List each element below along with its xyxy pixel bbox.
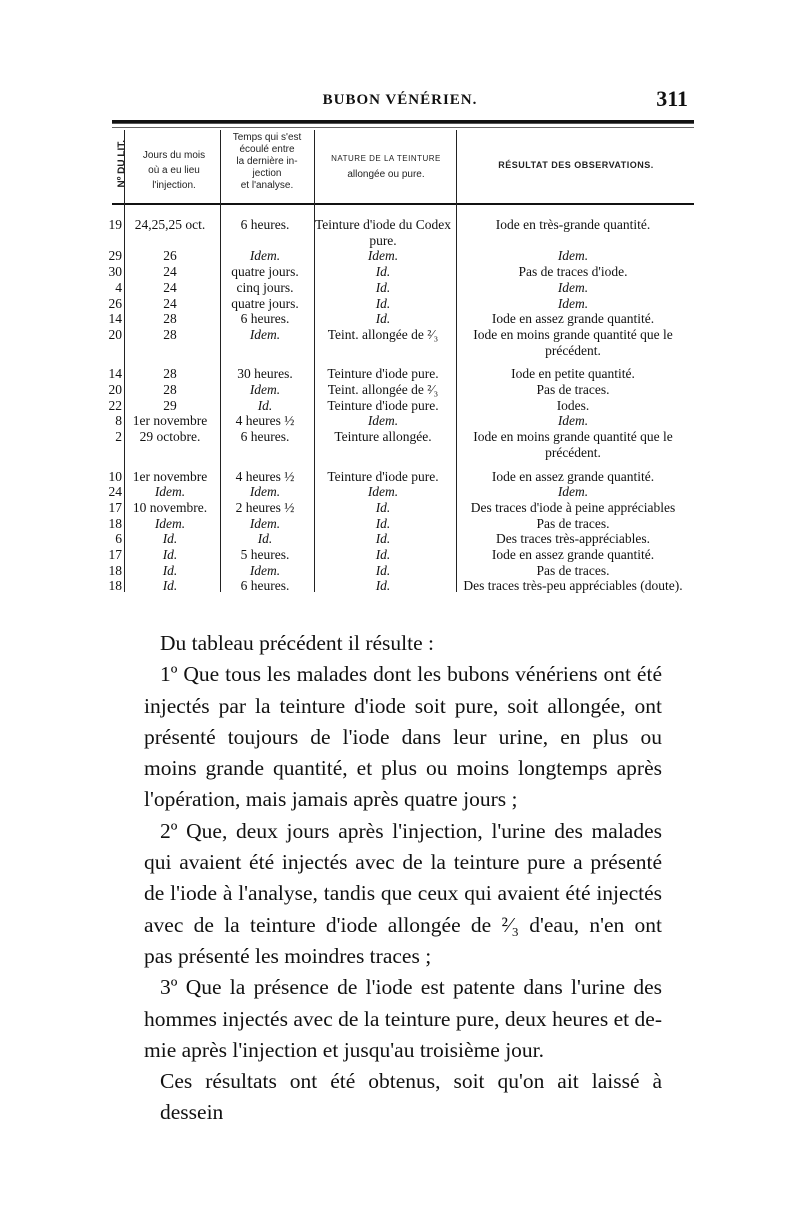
text-line: injectés par la teinture d'iode soit pure, soit allongée, ont: [144, 693, 662, 718]
text-line: Ces résultats ont été obtenus, soit qu'on ait laissé à dessein: [160, 1069, 662, 1125]
tincture-cell: Id.: [375, 578, 391, 594]
bed-number-cell: 18: [108, 562, 122, 578]
elapsed-time-cell: 6 heures.: [240, 429, 290, 445]
bed-number-cell: 19: [108, 217, 122, 232]
injection-day-cell: 28: [163, 366, 177, 382]
tincture-cell: Teinture d'iode pure.: [327, 397, 439, 413]
injection-day-cell: 24,25,25 oct.: [134, 217, 206, 232]
bed-number-cell: 10: [108, 468, 122, 484]
header-line: où a eu lieu: [148, 165, 200, 176]
result-cell: Iode en assez grande quantité.: [491, 547, 655, 563]
text-line: qui avaient été injectés avec de la teinture pure a présenté: [144, 850, 662, 875]
tincture-cell: Teinture allongée.: [334, 429, 432, 445]
header-line: écoulé entre: [239, 144, 295, 155]
result-cell: Idem.: [557, 413, 589, 429]
table-row: [108, 366, 698, 382]
running-title: BUBON VÉNÉRIEN.: [322, 92, 478, 108]
injection-day-cell: Id.: [162, 531, 178, 547]
elapsed-time-cell: Idem.: [249, 326, 281, 342]
table-row: [108, 578, 698, 594]
table-row: [108, 429, 698, 460]
elapsed-time-cell: 2 heures ½: [235, 499, 295, 515]
tincture-cell: Id.: [375, 279, 391, 295]
result-cell: Idem.: [557, 279, 589, 295]
elapsed-time-cell: Idem.: [249, 382, 281, 398]
elapsed-time-cell: quatre jours.: [231, 295, 299, 311]
elapsed-time-cell: quatre jours.: [231, 264, 299, 280]
table-row: [108, 516, 698, 532]
result-cell: Pas de traces.: [536, 382, 610, 398]
text-line: présenté toujours de l'iode dans leur urine, en plus ou: [144, 724, 662, 749]
tincture-cell: Teint. allongée de ²⁄₃: [327, 326, 439, 342]
table-row: [108, 327, 698, 358]
tincture-cell: Id.: [375, 562, 391, 578]
injection-day-cell: 29: [163, 397, 177, 413]
text-line: mie après l'injection et jusqu'au troisième jour.: [144, 1037, 545, 1062]
text-line: de l'iode à l'analyse, tandis que ceux qui avaient été injectés: [144, 881, 662, 906]
tincture-cell: Teinture d'iode pure.: [327, 366, 439, 382]
row-gap: [108, 358, 698, 366]
header-line: Temps qui s'est: [232, 132, 302, 143]
tincture-cell: Id.: [375, 311, 391, 327]
injection-day-cell: 10 novembre.: [132, 499, 208, 515]
bed-number-cell: 20: [108, 382, 122, 398]
injection-day-cell: 1er novembre: [132, 413, 208, 429]
bed-number-cell: 14: [108, 311, 122, 327]
tincture-cell: Id.: [375, 531, 391, 547]
injection-day-cell: 26: [163, 248, 177, 264]
bed-number-cell: 6: [115, 531, 122, 547]
elapsed-time-cell: Idem.: [249, 562, 281, 578]
page-number: 311: [656, 86, 688, 111]
bed-number-cell: 8: [115, 413, 122, 429]
result-cell: Idem.: [557, 484, 589, 500]
tincture-cell: Idem.: [367, 484, 399, 500]
result-cell: Iode en moins grande quantité que le précédent.: [473, 429, 673, 460]
header-line: et l'analyse.: [240, 180, 294, 191]
row-gap: [108, 461, 698, 469]
header-elapsed-time: [222, 132, 312, 192]
elapsed-time-cell: 6 heures.: [240, 217, 290, 232]
injection-day-cell: Idem.: [154, 515, 186, 531]
tincture-cell: Teinture d'iode du Codex pure.: [314, 217, 452, 248]
tincture-cell: Id.: [375, 547, 391, 563]
elapsed-time-cell: 4 heures ½: [235, 468, 295, 484]
result-cell: Iodes.: [556, 397, 590, 413]
bed-number-cell: 26: [108, 295, 122, 311]
bed-number-cell: 29: [108, 248, 122, 264]
header-line: NATURE DE LA TEINTURE: [331, 154, 441, 163]
bed-number-cell: 22: [108, 397, 122, 413]
table-row: [108, 398, 698, 414]
injection-day-cell: Idem.: [154, 484, 186, 500]
body-text: [144, 628, 662, 1129]
injection-day-cell: Id.: [162, 578, 178, 594]
injection-day-cell: 28: [163, 311, 177, 327]
bed-number-cell: 30: [108, 264, 122, 280]
header-line: jection: [252, 168, 282, 179]
table-row: [108, 547, 698, 563]
elapsed-time-cell: Idem.: [249, 484, 281, 500]
result-cell: Idem.: [557, 295, 589, 311]
injection-day-cell: 24: [163, 295, 177, 311]
table-row: [108, 531, 698, 547]
tincture-cell: Id.: [375, 295, 391, 311]
result-cell: Pas de traces.: [536, 515, 610, 531]
table-top-rule: [112, 120, 694, 124]
bed-number-cell: 18: [108, 578, 122, 594]
elapsed-time-cell: Idem.: [249, 515, 281, 531]
result-cell: Pas de traces d'iode.: [518, 264, 628, 280]
header-line: l'injection.: [152, 180, 196, 191]
elapsed-time-cell: 4 heures ½: [235, 413, 295, 429]
result-cell: Iode en petite quantité.: [511, 366, 635, 382]
result-cell: Des traces très-peu appréciables (doute).: [463, 578, 683, 594]
table-row: [108, 469, 698, 485]
tincture-cell: Id.: [375, 515, 391, 531]
header-injection-day: [128, 148, 220, 193]
elapsed-time-cell: Idem.: [249, 248, 281, 264]
result-cell: Iode en moins grande quantité que le précédent.: [473, 326, 673, 358]
header-line: la dernière in-: [236, 156, 298, 167]
bed-number-cell: 17: [108, 499, 122, 515]
bed-number-cell: 2: [115, 429, 122, 445]
result-cell: Iode en assez grande quantité.: [491, 311, 655, 327]
elapsed-time-cell: 30 heures.: [237, 366, 293, 382]
bed-number-cell: 24: [108, 484, 122, 500]
table-row: [108, 217, 698, 248]
tincture-cell: Id.: [375, 264, 391, 280]
header-observation-result: RÉSULTAT DES OBSERVATIONS.: [498, 160, 654, 170]
header-bed-number: Nº DU LIT.: [116, 139, 128, 188]
table-row: [108, 280, 698, 296]
text-line: Du tableau précédent il résulte :: [160, 631, 435, 655]
injection-day-cell: 24: [163, 264, 177, 280]
text-line: l'opération, mais jamais après quatre jours ;: [144, 787, 518, 812]
injection-day-cell: Id.: [162, 562, 178, 578]
bed-number-cell: 18: [108, 515, 122, 531]
injection-day-cell: 28: [163, 326, 177, 342]
text-line: avec de la teinture d'iode allongée de ²⁄₃ d'eau, n'en ont: [144, 912, 662, 937]
table-row: [108, 500, 698, 516]
elapsed-time-cell: 6 heures.: [240, 311, 290, 327]
text-line: 3º Que la présence de l'iode est patente dans l'urine des: [160, 975, 662, 1000]
text-line: moins grande quantité, et plus ou moins longtemps après: [144, 756, 662, 781]
tincture-cell: Teinture d'iode pure.: [327, 468, 439, 484]
injection-day-cell: Id.: [162, 547, 178, 563]
tincture-cell: Idem.: [367, 248, 399, 264]
result-cell: Iode en très-grande quantité.: [495, 217, 651, 232]
elapsed-time-cell: 6 heures.: [240, 578, 290, 594]
tincture-cell: Idem.: [367, 413, 399, 429]
table-row: [108, 563, 698, 579]
elapsed-time-cell: cinq jours.: [236, 279, 294, 295]
result-cell: Des traces très-appréciables.: [495, 531, 651, 547]
table-row: [108, 296, 698, 312]
bed-number-cell: 14: [108, 366, 122, 382]
text-line: 1º Que tous les malades dont les bubons vénériens ont été: [160, 662, 662, 687]
tincture-cell: Id.: [375, 499, 391, 515]
table-row: [108, 484, 698, 500]
injection-day-cell: 29 octobre.: [139, 429, 201, 445]
table-row: [108, 382, 698, 398]
injection-day-cell: 1er novembre: [132, 468, 208, 484]
table-top-rule-thin: [112, 127, 694, 128]
header-line: Jours du mois: [142, 150, 206, 161]
injection-day-cell: 28: [163, 382, 177, 398]
table-row: [108, 413, 698, 429]
table-row: [108, 248, 698, 264]
elapsed-time-cell: Id.: [257, 397, 273, 413]
result-cell: Des traces d'iode à peine appréciables: [470, 499, 676, 515]
text-line: hommes injectés avec de la teinture pure, deux heures et de-: [144, 1006, 662, 1031]
text-line: pas présenté les moindres traces ;: [144, 943, 432, 968]
text-line: 2º Que, deux jours après l'injection, l'urine des malades: [160, 818, 662, 843]
result-cell: Pas de traces.: [536, 562, 610, 578]
table-row: [108, 311, 698, 327]
elapsed-time-cell: Id.: [257, 531, 273, 547]
result-cell: Iode en assez grande quantité.: [491, 468, 655, 484]
tincture-cell: Teint. allongée de ²⁄₃: [327, 382, 439, 398]
elapsed-time-cell: 5 heures.: [240, 547, 290, 563]
table-header-rule: [112, 203, 694, 205]
table-row: [108, 264, 698, 280]
bed-number-cell: 4: [115, 279, 122, 295]
header-line: allongée ou pure.: [347, 169, 425, 180]
bed-number-cell: 20: [108, 326, 122, 342]
observation-table-body: [108, 217, 698, 594]
header-tincture-nature: [316, 151, 456, 183]
result-cell: Idem.: [557, 248, 589, 264]
injection-day-cell: 24: [163, 279, 177, 295]
bed-number-cell: 17: [108, 547, 122, 563]
